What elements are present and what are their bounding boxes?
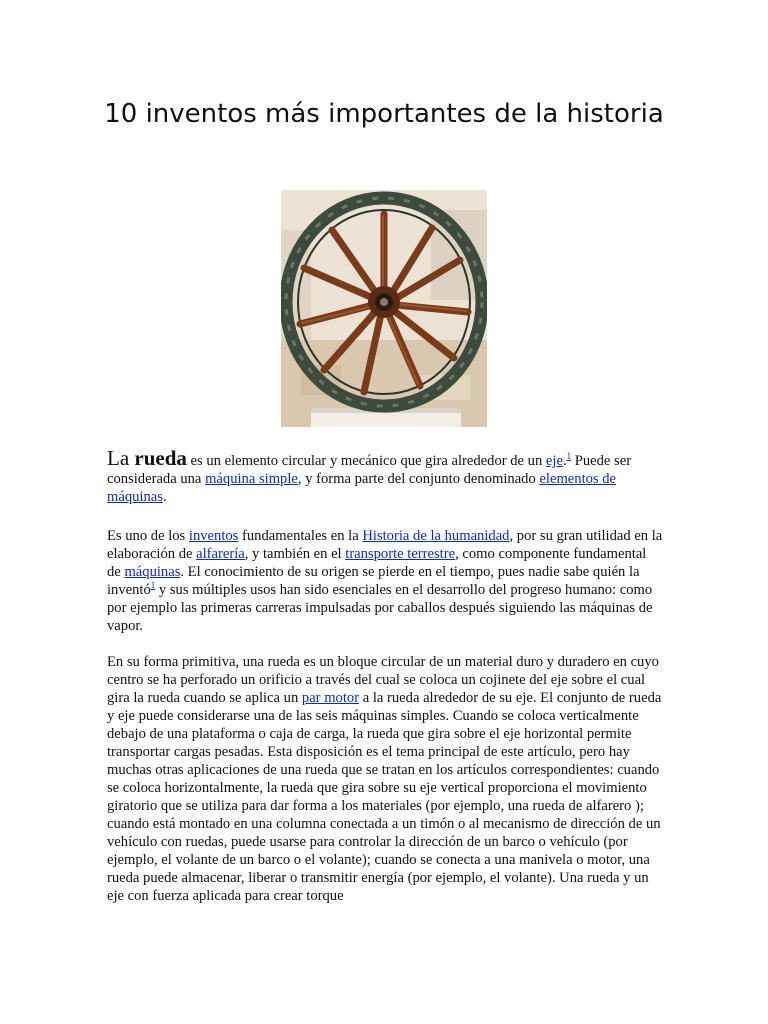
link-transporte-terrestre[interactable]: transporte terrestre (345, 546, 456, 562)
page-title: 10 inventos más importantes de la historia (104, 99, 664, 129)
link-maquinas[interactable]: máquinas (124, 564, 181, 580)
text-run: , por su gran utilidad en la elaboración de (107, 528, 663, 562)
lead-bold-word: rueda (134, 446, 187, 470)
text-run: Es uno de los (107, 528, 189, 544)
link-historia-humanidad[interactable]: Historia de la humanidad (362, 528, 510, 544)
wheel-image (281, 190, 487, 427)
text-run: , y también en el (244, 546, 346, 562)
text-run: . (162, 489, 167, 505)
text-run: fundamentales en la (238, 528, 363, 544)
paragraph-history (107, 527, 663, 635)
link-alfareria[interactable]: alfarería (196, 546, 245, 562)
footnote-link[interactable]: 1 (150, 580, 156, 591)
wheel-illustration (281, 190, 487, 427)
link-inventos[interactable]: inventos (188, 528, 239, 544)
text-run: , y forma parte del conjunto denominado (297, 471, 540, 487)
text-run: a la rueda alrededor de su eje. El conjunto de rueda y eje puede considerarse una de las seis máquinas simples. Cuando se coloca verticalmente debajo de una plataforma o caja de carga, la rueda que gira sobre el eje horizontal permite transportar cargas pesadas. Esta disposición es el tema principal de este artículo, pero hay muchas otras aplicaciones de una rueda que se tratan en los artículos correspondientes: cuando se coloca horizontalmente, la rueda que gira sobre su eje vertical proporciona el movimiento giratorio que se utiliza para dar forma a los materiales (por ejemplo, una rueda de alfarero ); cuando está montado en una columna conectada a un timón o al mecanismo de dirección de un vehículo con ruedas, puede usarse para controlar la dirección de un barco o vehículo (por ejemplo, el volante de un barco o el volante); cuando se conecta a una manivela o motor, una rueda puede almacenar, liberar o transmitir energía (por ejemplo, el volante). Una rueda y un eje con fuerza aplicada para crear torque (107, 690, 662, 904)
link-maquina-simple[interactable]: máquina simple (205, 471, 298, 487)
link-elementos-de-maquinas[interactable]: elementos de máquinas (107, 471, 617, 505)
link-eje[interactable]: eje (545, 453, 563, 469)
paragraph-primitive-form (107, 653, 663, 905)
footnote-link[interactable]: 1 (566, 451, 572, 462)
lead-word: La (107, 446, 135, 470)
text-run: es un elemento circular y mecánico que gira alrededor de un (186, 453, 546, 469)
text-run: Puede ser considerada una (107, 453, 632, 487)
text-run: , como componente fundamental de (107, 546, 647, 580)
text-run: . El conocimiento de su origen se pierde en el tiempo, pues nadie sabe quién la inventó (107, 564, 640, 598)
paragraph-intro: La rueda es un elemento circular y mecánico que gira alrededor de un eje.$^1$ Puede ser considerada una máquina simple, y forma parte del conjunto denominado elementos de máquinas. (107, 446, 632, 505)
text-run: y sus múltiples usos han sido esenciales en el desarrollo del progreso humano: como por ejemplo las primeras carreras impulsadas por caballos después siguiendo las máquinas de vapor. (107, 582, 653, 634)
link-par-motor[interactable]: par motor (301, 690, 360, 706)
text-run: En su forma primitiva, una rueda es un bloque circular de un material duro y duradero en cuyo centro se ha perforado un orificio a través del cual se coloca un cojinete del eje sobre el cual gira la rueda cuando se aplica un (107, 654, 659, 706)
